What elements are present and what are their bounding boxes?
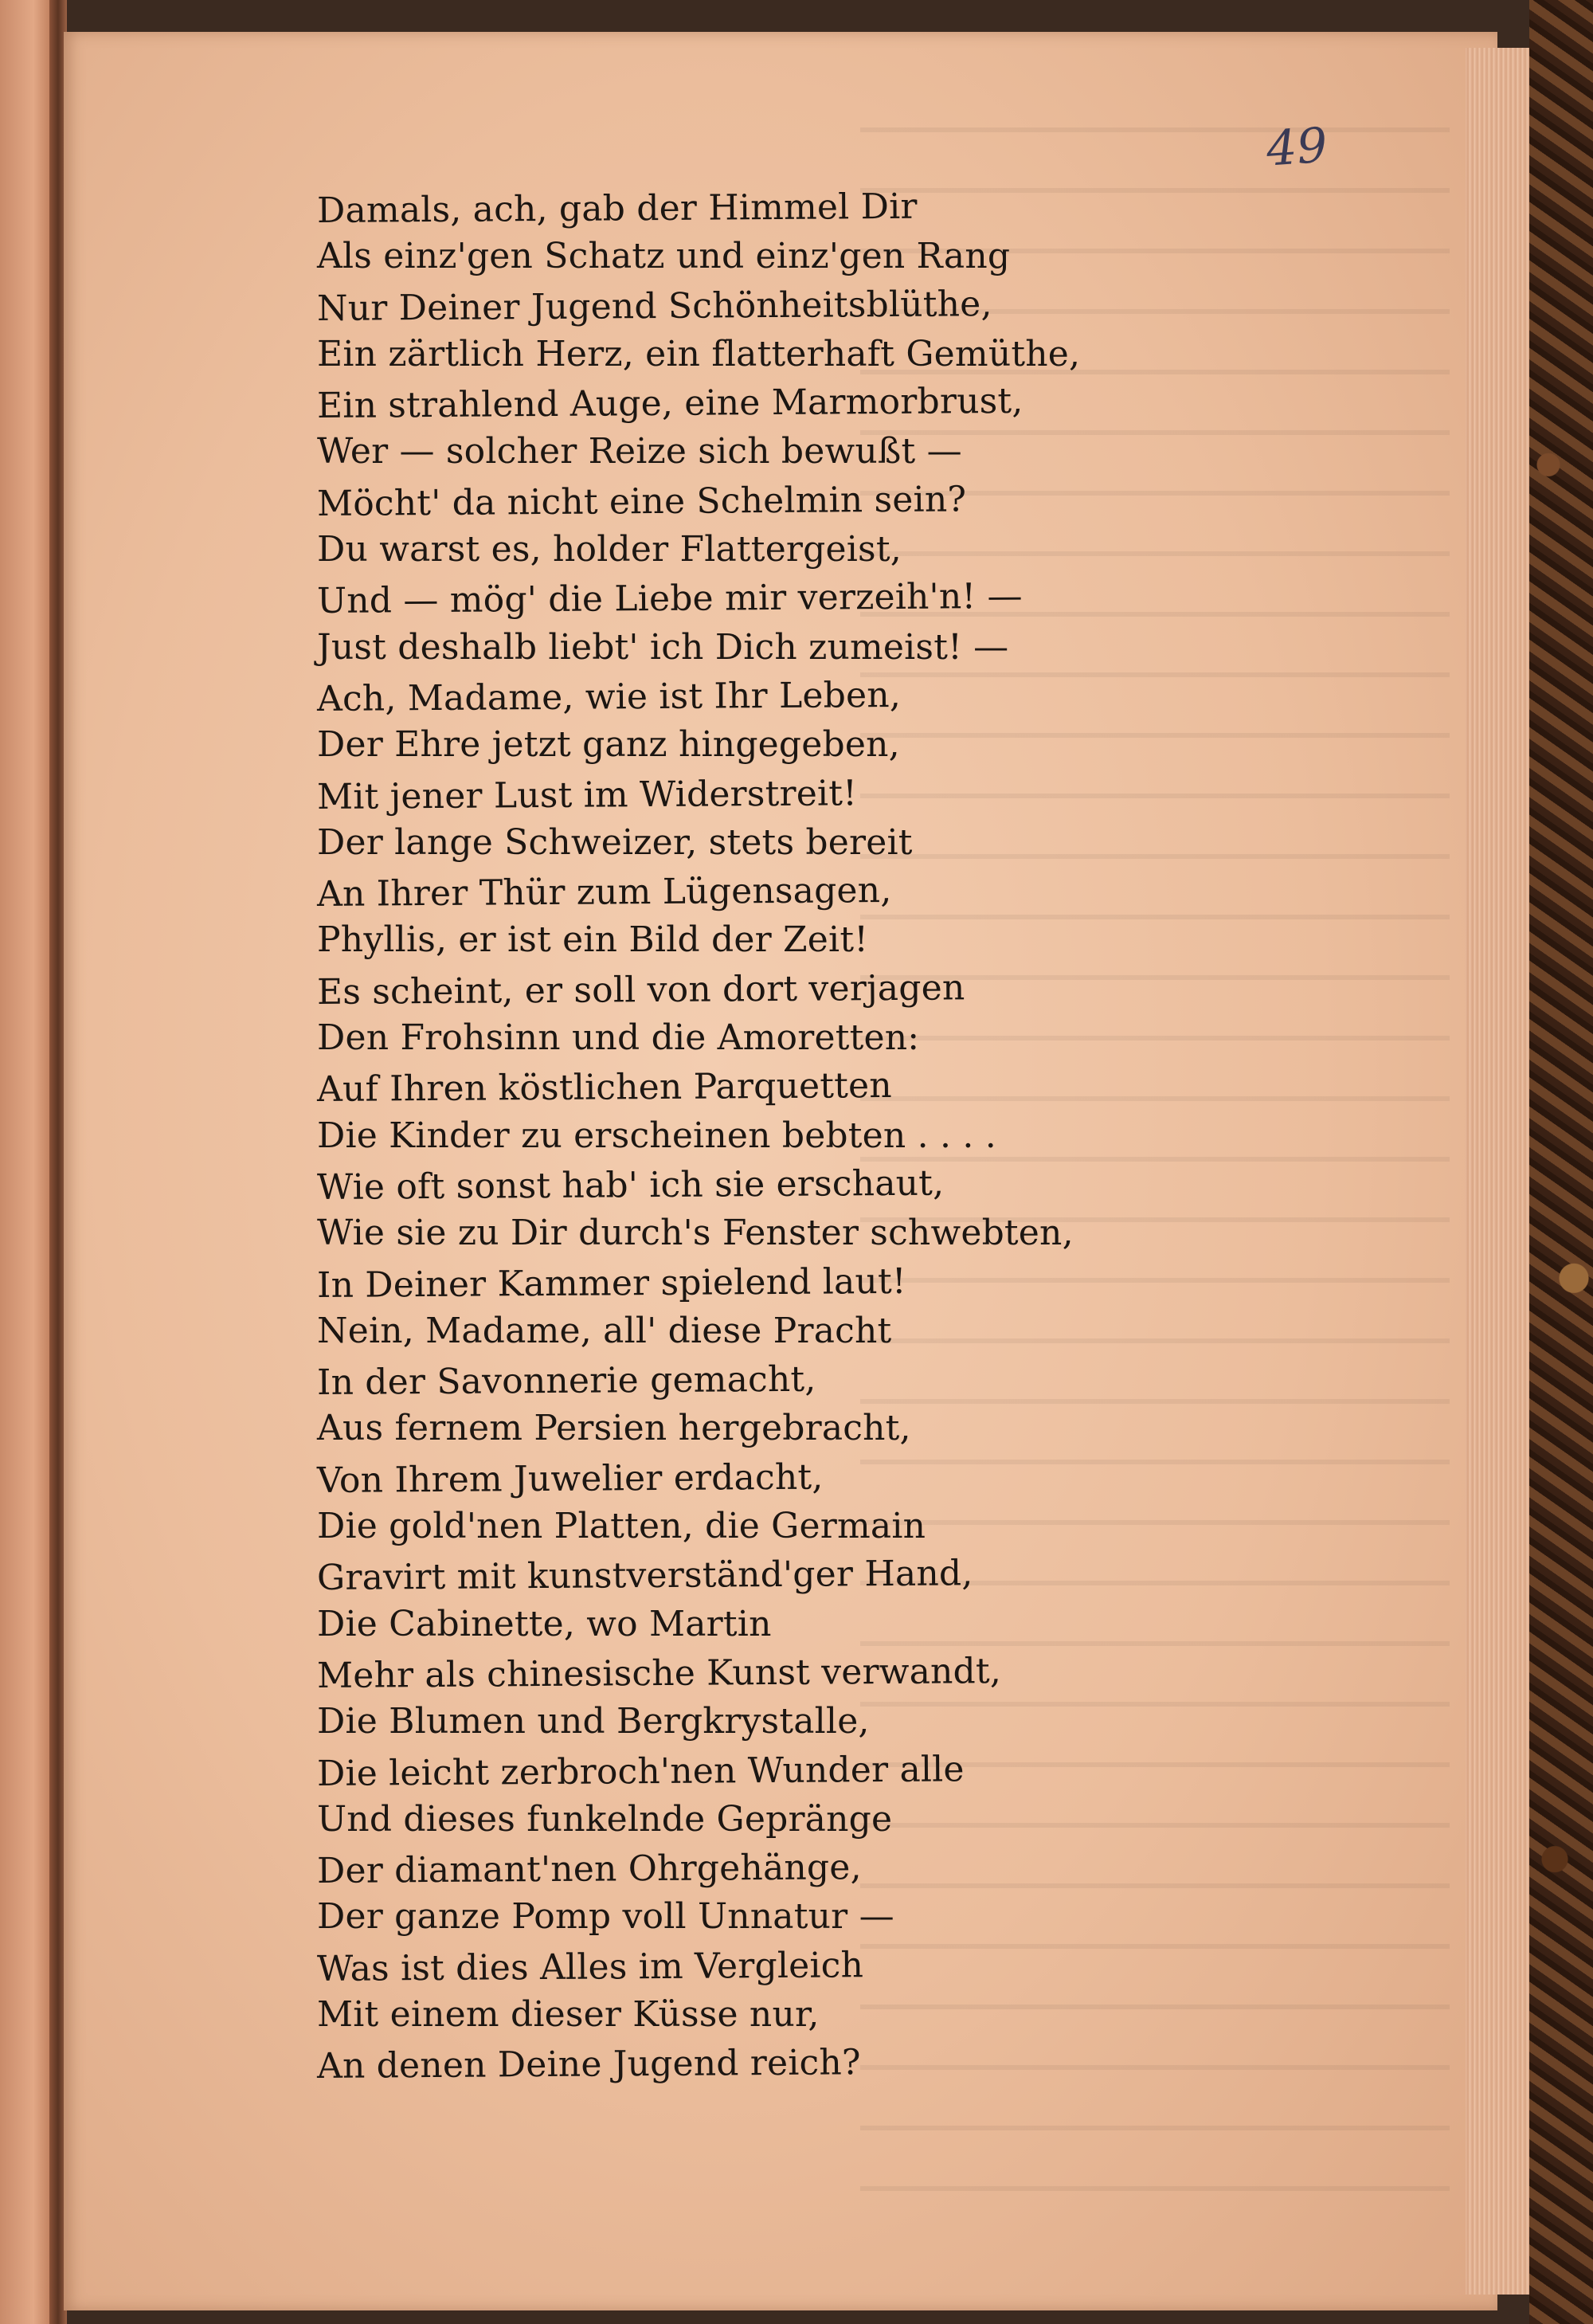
poem-line: Von Ihrem Juwelier erdacht,: [316, 1456, 824, 1501]
facing-page-edge: [0, 0, 56, 2324]
poem-line: Nur Deiner Jugend Schönheitsblüthe,: [316, 283, 992, 329]
poem-line: Was ist dies Alles im Vergleich: [316, 1944, 864, 1989]
poem-line: Aus fernem Persien hergebracht,: [317, 1408, 911, 1449]
poem-line: Gravirt mit kunstverständ'ger Hand,: [316, 1553, 973, 1599]
poem-line: Wer — solcher Reize sich bewußt —: [317, 431, 962, 472]
poem-line: An Ihrer Thür zum Lügensagen,: [316, 870, 892, 915]
poem-line: Auf Ihren köstlichen Parquetten: [316, 1065, 892, 1111]
poem-line: Just deshalb liebt' ich Dich zumeist! —: [317, 626, 1009, 668]
poem-line: Nein, Madame, all' diese Pracht: [317, 1310, 892, 1351]
poem-line: Und — mög' die Liebe mir verzeih'n! —: [316, 576, 1023, 622]
poem-line: Als einz'gen Schatz und einz'gen Rang: [317, 236, 1011, 277]
poem-line: Der diamant'nen Ohrgehänge,: [316, 1847, 862, 1892]
poem-line: Wie sie zu Dir durch's Fenster schwebten,: [317, 1213, 1074, 1254]
poem-line: Mehr als chinesische Kunst verwandt,: [316, 1650, 1002, 1696]
page-number: 49: [1264, 117, 1329, 178]
poem-line: Mit einem dieser Küsse nur,: [317, 1993, 820, 2035]
poem-line: Die leicht zerbroch'nen Wunder alle: [316, 1748, 965, 1794]
poem-line: Damals, ach, gab der Himmel Dir: [316, 186, 918, 232]
poem-line: Der lange Schweizer, stets bereit: [317, 821, 913, 863]
poem-line: Den Frohsinn und die Amoretten:: [317, 1017, 920, 1059]
poem-line: Wie oft sonst hab' ich sie erschaut,: [316, 1162, 945, 1208]
poem-line: Der ganze Pomp voll Unnatur —: [317, 1896, 894, 1938]
poem-line: Mit jener Lust im Widerstreit!: [316, 772, 858, 817]
poem-text: [317, 183, 1233, 2088]
poem-line: Die Cabinette, wo Martin: [317, 1603, 772, 1644]
poem-line: Möcht' da nicht eine Schelmin sein?: [316, 479, 967, 524]
poem-line: In der Savonnerie gemacht,: [316, 1358, 816, 1404]
poem-line: An denen Deine Jugend reich?: [316, 2042, 861, 2087]
poem-line: Du warst es, holder Flattergeist,: [317, 529, 902, 570]
poem-line: Der Ehre jetzt ganz hingegeben,: [317, 724, 900, 766]
poem-line: Die Kinder zu erscheinen bebten . . . .: [317, 1115, 996, 1156]
poem-line: Es scheint, er soll von dort verjagen: [316, 967, 965, 1013]
poem-line: Die Blumen und Bergkrystalle,: [317, 1701, 870, 1742]
poem-line: Die gold'nen Platten, die Germain: [317, 1506, 926, 1547]
poem-line: Phyllis, er ist ein Bild der Zeit!: [317, 919, 869, 961]
poem-line: Ein strahlend Auge, eine Marmorbrust,: [316, 381, 1024, 427]
poem-line: In Deiner Kammer spielend laut!: [316, 1260, 906, 1306]
page-edges: [1466, 48, 1539, 2295]
marbled-cover: [1529, 0, 1593, 2324]
poem-line: Ein zärtlich Herz, ein flatterhaft Gemüthe,: [317, 333, 1081, 374]
poem-line: Und dieses funkelnde Gepränge: [317, 1798, 893, 1840]
poem-line: Ach, Madame, wie ist Ihr Leben,: [316, 674, 902, 719]
